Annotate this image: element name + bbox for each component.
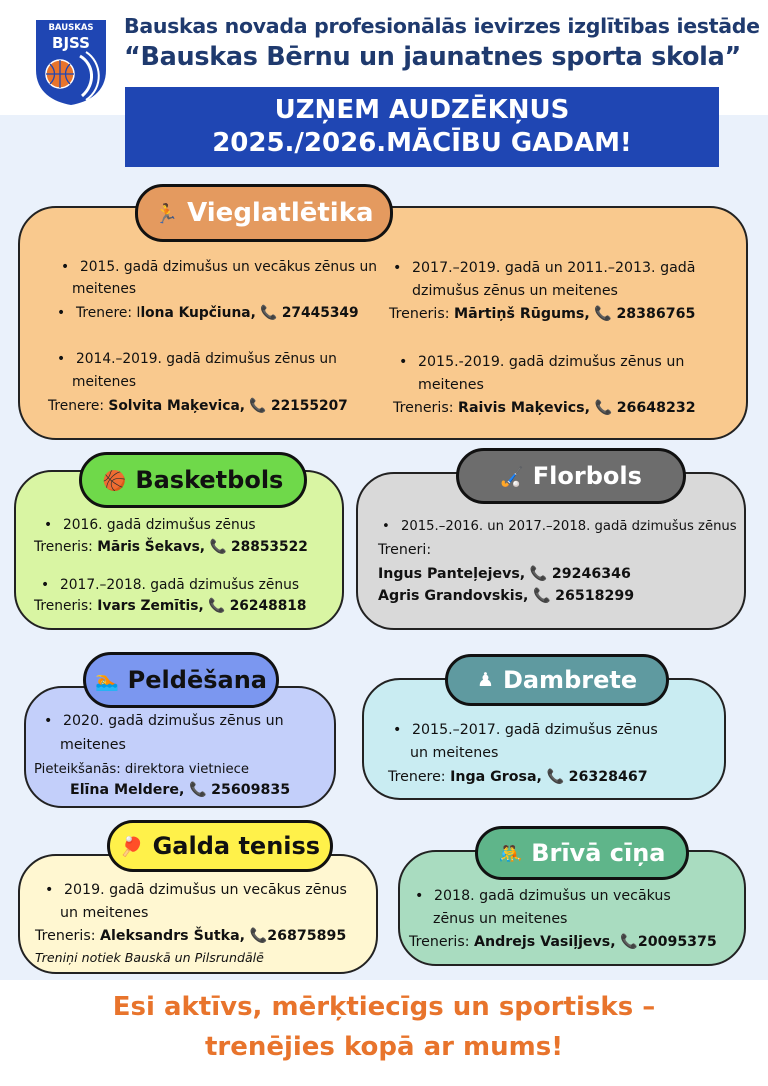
school-name-line: “Bauskas Bērnu un jaunatnes sporta skola”	[124, 42, 741, 72]
vieglatletika-g4-coach: Treneris: Raivis Maķevics, 📞 26648232	[393, 400, 696, 416]
vieglatletika-g3-coach: Treneris: Mārtiņš Rūgums, 📞 28386765	[389, 306, 696, 322]
briva-cina-title: Brīvā cīņa	[531, 839, 666, 867]
phone-icon: 📞	[532, 588, 551, 604]
basketbols-g1-line1: • 2016. gadā dzimušus zēnus	[63, 516, 256, 535]
peldesana-g1-line2: meitenes	[60, 737, 126, 753]
peldesana-title-pill	[83, 652, 279, 708]
vieglatletika-g2-line1: • 2014.–2019. gadā dzimušus zēnus un	[76, 350, 337, 369]
phone-icon: 📞	[208, 598, 226, 614]
briva-cina-title-pill	[475, 826, 689, 880]
florbols-title-pill	[456, 448, 686, 504]
ping-pong-icon: 🏓	[119, 835, 144, 858]
dambrete-g1-line2: un meitenes	[410, 745, 499, 761]
peldesana-apply-label: Pieteikšanās: direktora vietniece	[34, 762, 250, 777]
basketbols-title-pill	[79, 452, 307, 508]
vieglatletika-g1-line2: meitenes	[72, 281, 137, 297]
footer-line1: Esi aktīvs, mērķtiecīgs un sportisks –	[112, 992, 656, 1022]
peldesana-contact: Elīna Meldere, 📞 25609835	[70, 782, 291, 798]
galda-teniss-title: Galda teniss	[152, 832, 321, 860]
peldesana-title: Peldēšana	[127, 666, 267, 694]
peldesana-g1-line1: • 2020. gadā dzimušus zēnus un	[63, 712, 284, 731]
dambrete-g1-line1: • 2015.–2017. gadā dzimušus zēnus	[412, 721, 658, 740]
basketbols-g1-coach: Treneris: Māris Šekavs, 📞 28853522	[34, 539, 308, 555]
phone-icon: 📞	[620, 934, 638, 950]
vieglatletika-g4-line2: meitenes	[418, 377, 484, 393]
vieglatletika-g3-line2: dzimušus zēnus un meitenes	[412, 283, 618, 299]
vieglatletika-title-pill	[135, 184, 393, 242]
chess-pawn-icon: ♟	[476, 669, 494, 691]
basketbols-g2-line1: • 2017.–2018. gadā dzimušus zēnus	[60, 576, 299, 595]
florbols-title: Florbols	[532, 462, 642, 490]
admission-banner	[125, 87, 719, 167]
vieglatletika-title: Vieglatlētika	[187, 198, 374, 228]
swimmer-icon: 🏊	[95, 669, 119, 692]
phone-icon: 📞	[209, 539, 227, 555]
phone-icon: 📞	[249, 928, 268, 944]
phone-icon: 📞	[546, 769, 565, 785]
florbols-g1-line1: • 2015.–2016. un 2017.–2018. gadā dzimušus zēnus	[401, 517, 737, 536]
phone-icon: 📞	[249, 398, 267, 414]
running-person-icon: 🏃	[154, 202, 179, 225]
school-logo	[34, 18, 108, 106]
vieglatletika-g1-line1: • 2015. gadā dzimušus un vecākus zēnus un	[80, 258, 377, 277]
galda-teniss-title-pill	[107, 820, 333, 872]
logo-initials: BJSS	[52, 34, 90, 52]
banner-line2: 2025./2026.MĀCĪBU GADAM!	[212, 128, 632, 158]
briva-cina-g1-line2: zēnus un meitenes	[433, 911, 568, 927]
floorball-stick-icon: 🏑	[500, 465, 524, 488]
banner-line1: UZŅEM AUDZĒKŅUS	[274, 95, 570, 125]
school-type-line: Bauskas novada profesionālās ievirzes izglītības iestāde	[124, 14, 760, 38]
briva-cina-g1-line1: • 2018. gadā dzimušus un vecākus	[434, 887, 671, 906]
phone-icon: 📞	[260, 305, 278, 321]
florbols-coach-label: Treneri:	[378, 542, 432, 558]
vieglatletika-g2-coach: Trenere: Solvita Maķevica, 📞 22155207	[48, 398, 348, 414]
phone-icon: 📞	[529, 566, 548, 582]
galda-teniss-g1-coach: Treneris: Aleksandrs Šutka, 📞26875895	[35, 928, 347, 944]
phone-icon: 📞	[188, 782, 207, 798]
wrestling-icon: 🤼	[498, 842, 523, 865]
basketball-icon: 🏀	[102, 469, 127, 492]
vieglatletika-g2-line2: meitenes	[72, 374, 137, 390]
logo-text: BAUSKAS	[48, 23, 94, 33]
briva-cina-g1-coach: Treneris: Andrejs Vasiļjevs, 📞20095375	[409, 934, 717, 950]
dambrete-g1-coach: Trenere: Inga Grosa, 📞 26328467	[388, 769, 648, 785]
galda-teniss-note: Treniņi notiek Bauskā un Pilsrundālē	[35, 950, 264, 965]
vieglatletika-g3-line1: • 2017.–2019. gadā un 2011.–2013. gadā	[412, 259, 695, 278]
basketbols-title: Basketbols	[135, 466, 284, 494]
dambrete-title: Dambrete	[502, 666, 638, 694]
phone-icon: 📞	[594, 306, 612, 322]
footer-line2: trenējies kopā ar mums!	[204, 1032, 564, 1062]
dambrete-title-pill	[445, 654, 669, 706]
galda-teniss-g1-line2: un meitenes	[60, 905, 149, 921]
basketbols-g2-coach: Treneris: Ivars Zemītis, 📞 26248818	[34, 598, 307, 614]
florbols-coach2: Agris Grandovskis, 📞 26518299	[378, 588, 635, 604]
vieglatletika-g1-coach: • Trenere: Ilona Kupčiuna, 📞 27445349	[76, 304, 359, 323]
florbols-coach1: Ingus Panteļejevs, 📞 29246346	[378, 566, 631, 582]
phone-icon: 📞	[594, 400, 613, 416]
vieglatletika-g4-line1: • 2015.-2019. gadā dzimušus zēnus un	[418, 353, 684, 372]
galda-teniss-g1-line1: • 2019. gadā dzimušus un vecākus zēnus	[64, 881, 347, 900]
